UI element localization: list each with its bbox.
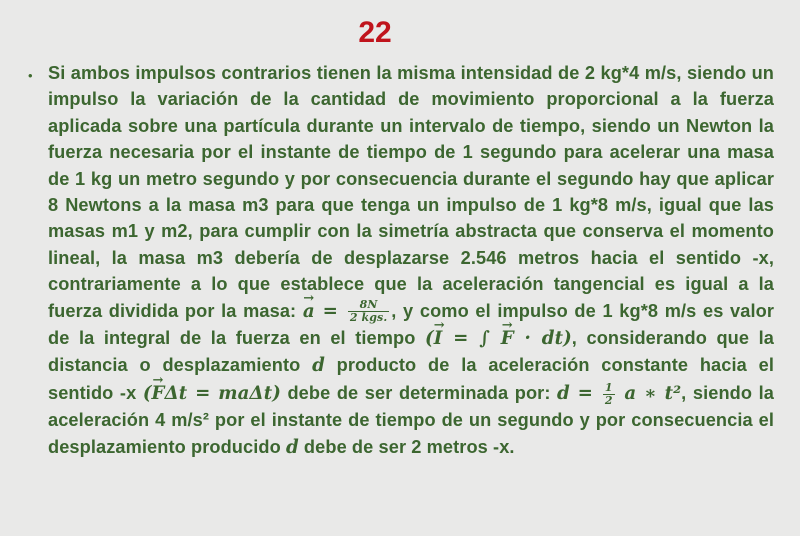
- text-part5: debe de ser determinada por:: [280, 382, 558, 403]
- eq-force-vector: → F: [501, 326, 514, 352]
- eq-impulse-open: (: [424, 328, 434, 350]
- eq-equals: =: [314, 300, 346, 322]
- eq-displacement-rhs: a ∗ t²: [616, 382, 682, 404]
- symbol-d: d: [312, 355, 325, 377]
- text-part3: , considerando que la distancia o desplazamiento: [48, 328, 774, 376]
- text-part6: , siendo la aceleración 4 m/s² por el instante de tiempo de un segundo y por consecuencia el desplazamiento producido: [48, 382, 774, 457]
- eq-half-numerator: 1: [604, 380, 613, 394]
- text-part1: Si ambos impulsos contrarios tienen la misma intensidad de 2 kg*4 m/s, siendo un impulso la variación de la cantidad de movimiento proporcional a la fuerza aplicada sobre una partícula durante un intervalo de tiempo, siendo un Newton la fuerza necesaria por el instante de tiempo de 1 segundo para acelerar una masa de 1 kg un metro segundo y por consecuencia durante el segundo hay que aplicar 8 Newtons a la masa m3 para que tenga un impulso de 1 kg*8 m/s, igual que las masas m1 y m2, para cumplir con la simetría abstracta que conserva el momento lineal, la masa m3 debería de desplazarse 2.546 metros hacia el sentido -x, contrariamente a lo que establece que la aceleración tangencial es igual a la fuerza dividida por la masa:: [48, 63, 774, 321]
- eq-impulse-end: · dt): [513, 328, 572, 350]
- text-part4: producto de la aceleración constante hacia el sentido -x: [48, 355, 774, 403]
- text-part2: , y como el impulso de 1 kg*8 m/s es valor de la integral de la fuerza en el tiempo: [48, 300, 774, 349]
- text-part7: debe de ser 2 metros -x.: [298, 436, 515, 457]
- eq-newton-force-vector: → F: [152, 381, 165, 407]
- eq-half-denominator: 2: [604, 393, 613, 407]
- eq-integral: = ∫: [442, 328, 501, 350]
- eq-acceleration-vector: → a: [303, 299, 315, 325]
- eq-impulse-vector: → I: [434, 326, 443, 352]
- slide-number: 22: [358, 16, 392, 49]
- eq-denominator: 2 kgs.: [349, 311, 388, 325]
- eq-newton-rest: Δt = maΔt): [164, 382, 281, 404]
- eq-numerator: 8N: [348, 299, 389, 312]
- eq-newton-open: (: [142, 382, 152, 404]
- body-paragraph: [48, 60, 774, 461]
- eq-fraction-force-mass: [348, 299, 389, 324]
- eq-displacement-lhs: d =: [557, 382, 601, 404]
- eq-fraction-half: [603, 382, 615, 407]
- symbol-d-2: d: [285, 436, 299, 458]
- bullet-point: •: [28, 68, 33, 83]
